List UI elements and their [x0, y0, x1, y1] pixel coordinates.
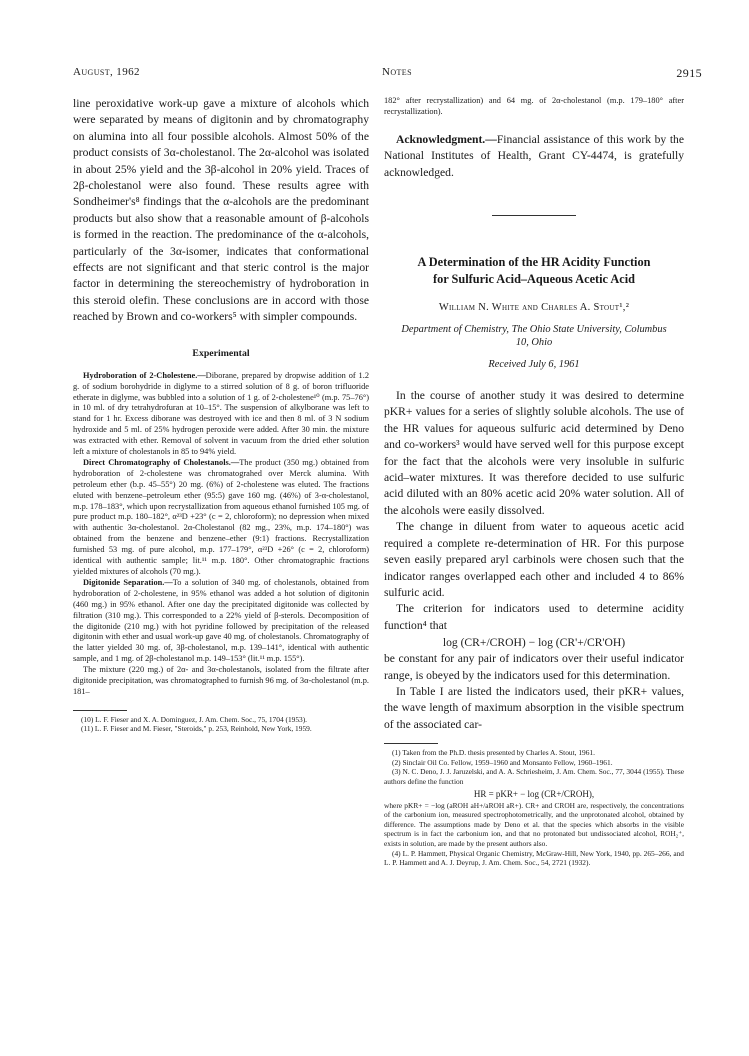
hr-function-definition: HR = pKR+ − log (CR+/CROH),	[473, 788, 595, 799]
article-authors: William N. White and Charles A. Stout¹,²	[438, 302, 630, 314]
body-paragraph-1: In the course of another study it was desired to determine pKR+ values for a series of slightly soluble alcohols. The use of the HR values for aqueous sulfuric acid determined by Deno and co-workers³ would have served well for this purpose except for the fact that the alcohols were very insoluble in sulfuric acid–water mixtures. It was therefore decided to use sulfuric acid diluted with an 80% acetic acid 20% water solution. All of the alcohols were easily dissolved.	[384, 389, 684, 517]
chromatography-title: Direct Chromatography of Cholestanols.—	[83, 457, 240, 467]
body-paragraph-3: The criterion for indicators used to determine acidity function⁴ that	[384, 602, 684, 632]
received-date: Received July 6, 1961	[488, 359, 580, 371]
footnote-2: (2) Sinclair Oil Co. Fellow, 1959–1960 and Monsanto Fellow, 1960–1961.	[392, 757, 613, 767]
acknowledgment-body: Financial assistance of this work by the National Institutes of Health, Grant CY-4474, is gratefully acknowledged.	[384, 132, 684, 179]
right-column	[384, 96, 684, 868]
footnote-4: (4) L. P. Hammett, Physical Organic Chemistry, McGraw-Hill, New York, 1940, pp. 265–266, and L. P. Hammett and A. J. Deyrup, J. Am. Chem. Soc., 54, 2721 (1932).	[384, 848, 684, 868]
chromatography-body: The product (350 mg.) obtained from hydroboration of 2-cholestene was chromatograhed over Merck alumina. With petroleum ether (b.p. 45–55°) 20 mg. (6%) of 2-cholestene was eluted. The fractions eluted with benzene–petroleum ether (95:5) gave 160 mg. (46%) of 3-α-cholestanol, m.p. 178–183°, which upon recrystallization from aqueous ethanol furnished 105 mg. of pure product m.p. 180–182°, α²³D +23° (c = 2, chloroform); no depression when mixed with authentic 3α-cholestanol. 2α-Cholestanol (82 mg., 23%, m.p. 174–180°) was obtained from the benzene and benzene–ether (9:1) fractions. Recrystallization furnished 53 mg. of pure alcohol, m.p. 177–179°, α²³D +26° (c = 2, chloroform) identical with authentic sample; lit.¹¹ m.p. 180°. Other chromatographic fractions yielded mixtures of alcohols (70 mg.).	[73, 457, 369, 576]
article-title-line1: A Determination of the HR Acidity Function	[417, 255, 651, 270]
acknowledgment-title: Acknowledgment.—	[396, 132, 497, 146]
digitonide-title: Digitonide Separation.—	[83, 577, 173, 587]
chromatography-paragraph	[73, 458, 369, 578]
footnote-10: (10) L. F. Fieser and X. A. Dominguez, J. Am. Chem. Soc., 75, 1704 (1953).	[81, 714, 308, 724]
footnote-3-continued: where pKR+ = −log (aROH aH+/aROH aR+). CR+ and CROH are, respectively, the concentrations of the carbonium ion, measured spectrophotometrically, and the unprotonated alcohol, obtained by difference. The assumptions made by Deno et al. that the species which absorbs in the visible spectrum is in fact the carbonium ion, and that no protonated but undissociated alcohol, ROH₂⁺, exists in solution, are made by the present authors also.	[384, 800, 684, 848]
body-paragraph-5: In Table I are listed the indicators used, their pKR+ values, the wave length of maximum absorption in the visible spectrum of the associated car-	[384, 684, 684, 731]
digitonide-body: To a solution of 340 mg. of cholestanols, obtained from hydroboration of 2-cholestene, in 95% ethanol was added a hot solution of digitonin (460 mg.) in 95% ethanol. After one day the precipitated digitonide was collected by filtration (310 mg.). This corresponded to a 22% yield of β-sterols. Decomposition of the digitonide (210 mg.) with hot pyridine followed by precipitation of the released digitonin with ether and usual work-up gave 40 mg. of cholestanols. Chromatography of the latter yielded 30 mg. of, 3β-cholestanol, m.p. 139–141°, identical with authentic sample, and 1 mg. of 2β-cholestanol m.p. 149–153° (lit.¹¹ m.p. 155°).	[73, 577, 370, 664]
footnote-divider	[73, 710, 127, 711]
hydroboration-body: Diborane, prepared by dropwise addition of 1.2 g. of sodium borohydride in diglyme to a stirred solution of 8 g. of boron trifluoride etherate in diglyme, was bubbled into a solution of 1 g. of 2-cholestene¹⁰ (m.p. 75–76°) in 10 ml. of dry tetrahydrofuran at 10–15°. The suspension of alkylborane was left to stand for 1 hr. Excess diborane was destroyed with ice and then 8 ml. of 3 N sodium hydroxide and 5 ml. of 25% hydrogen peroxide were added. After 30 min. the mixture was extracted with ether. Removal of solvent in vacuum from the dried ether solution left a mixture of cholestanols in 85 to 94% yield.	[73, 370, 369, 457]
hydroboration-paragraph	[73, 371, 369, 458]
article-title-line2: for Sulfuric Acid–Aqueous Acetic Acid	[433, 272, 635, 287]
footnote-1: (1) Taken from the Ph.D. thesis presented by Charles A. Stout, 1961.	[392, 748, 595, 758]
running-header-date: August, 1962	[73, 66, 140, 78]
article-separator	[492, 215, 576, 216]
page-number: 2915	[676, 66, 702, 80]
left-column	[73, 96, 369, 734]
acidity-equation: log (CR+/CROH) − log (CR'+/CR'OH)	[442, 636, 626, 650]
footnote-divider-right	[384, 743, 438, 744]
hydroboration-title: Hydroboration of 2-Cholestene.—	[83, 370, 206, 380]
footnote-3: (3) N. C. Deno, J. J. Jaruzelski, and A. A. Schriesheim, J. Am. Chem. Soc., 77, 3044 (1955). These authors define the function	[384, 767, 684, 786]
footnote-11: (11) L. F. Fieser and M. Fieser, "Steroids," p. 253, Reinhold, New York, 1959.	[81, 724, 312, 734]
running-header-section: Notes	[382, 66, 412, 78]
body-paragraph-4: be constant for any pair of indicators over their useful indicator range, is obeyed by the indicators used for this determination.	[384, 652, 684, 682]
mixture-paragraph: The mixture (220 mg.) of 2α- and 3α-cholestanols, isolated from the filtrate after digitonide precipitation, was chromatographed to furnish 96 mg. of 3α-cholestanol (m.p. 181–	[73, 665, 369, 696]
acknowledgment-paragraph	[384, 132, 684, 181]
experimental-heading: Experimental	[192, 347, 250, 359]
body-paragraph-2: The change in diluent from water to aqueous acetic acid required a complete re-determination of HR. For this purpose seven easily prepared aryl carbinols were chosen such that the indicator ranges overlapped each other and included 4 to 86% sulfuric acid.	[384, 520, 684, 599]
continuation-paragraph: 182° after recrystallization) and 64 mg. of 2α-cholestanol (m.p. 179–180° after recrystallization).	[384, 96, 684, 116]
article-affiliation: Department of Chemistry, The Ohio State University, Columbus 10, Ohio	[401, 324, 667, 349]
intro-paragraph: line peroxidative work-up gave a mixture of alcohols which were separated by means of digitonin and by chromatography on alumina into all four possible alcohols. Almost 50% of the product consists of 3α-cholestanol. The 2α-alcohol was isolated in about 25% yield and the 3β-alcohol in 20% yield. Traces of 2β-cholestanol were also found. These results agree with Sondheimer's⁸ findings that the α-alcohols are the predominant products but also show that a reasonable amount of β-alcohols is formed in the reaction. The predominance of the α-alcohols, particularly of the 3α-isomer, indicates that conformational effects are not significant and that steric control is the major factor in determining the stereochemistry of hydroboration in this steroid olefin. These conclusions are in accord with those reached by Brown and co-workers⁵ with simpler compounds.	[73, 97, 369, 324]
digitonide-paragraph	[73, 578, 369, 665]
